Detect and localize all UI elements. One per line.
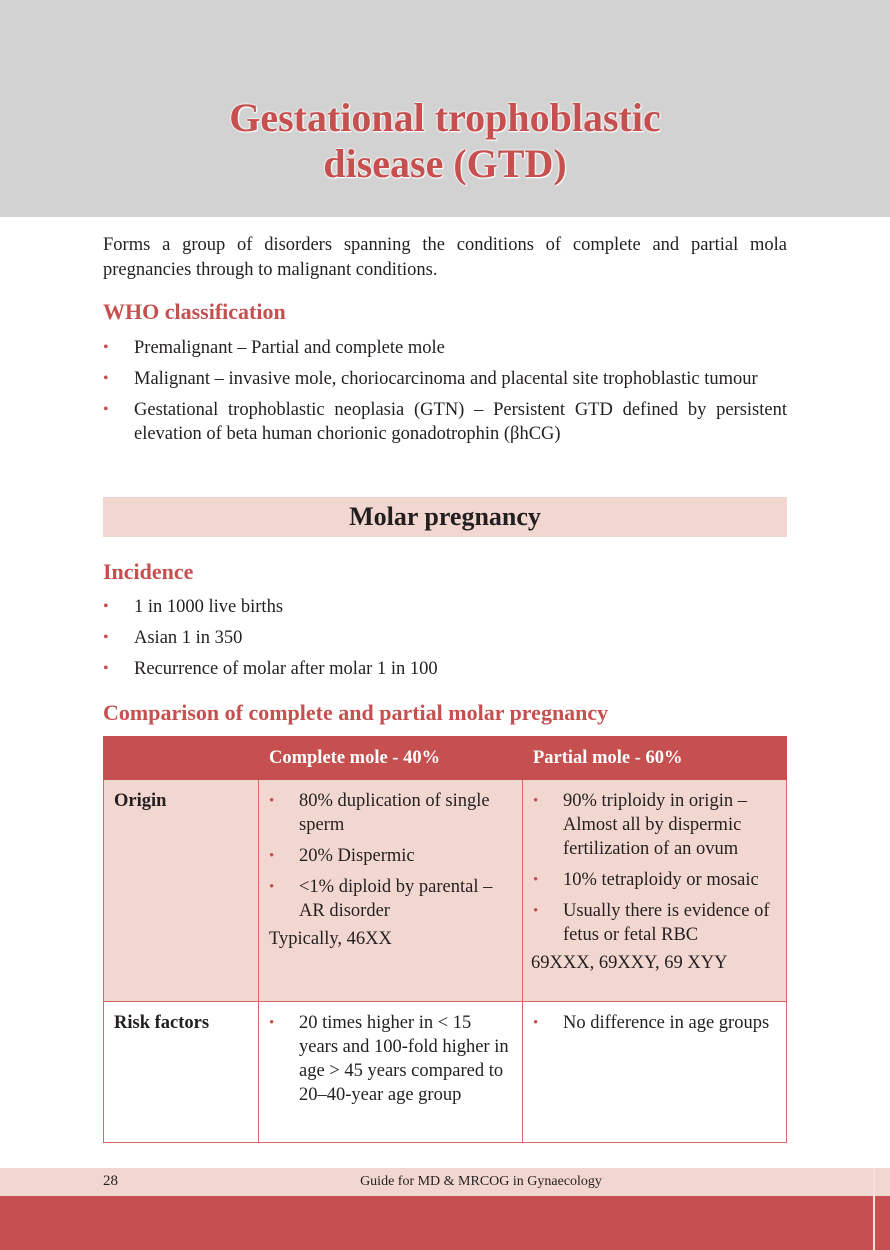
- chapter-title-line2: disease (GTD): [323, 141, 567, 186]
- incidence-list-container: [103, 595, 787, 688]
- who-list: [103, 336, 787, 446]
- chapter-title-line1: Gestational trophoblastic: [229, 95, 661, 140]
- complete-mole-cell: [259, 1002, 523, 1143]
- partial-mole-cell: [523, 1002, 787, 1143]
- who-list-container: [103, 336, 787, 453]
- list-item: • 20 times higher in < 15 years and 100-fold higher in age > 45 years compared to 20–40-year age group: [269, 1013, 509, 1105]
- bullet-icon: •: [269, 1015, 275, 1031]
- comparison-table: [103, 736, 787, 1143]
- list-item: • Malignant – invasive mole, choriocarcinoma and placental site trophoblastic tumour: [103, 369, 758, 389]
- bullet-icon: •: [533, 793, 539, 809]
- section-heading-molar-pregnancy: Molar pregnancy: [103, 497, 787, 537]
- incidence-heading: Incidence: [103, 559, 194, 584]
- list-item: • Recurrence of molar after molar 1 in 100: [103, 659, 438, 679]
- table-header-row: [104, 737, 787, 780]
- incidence-list: [103, 595, 787, 681]
- row-label: Origin: [104, 780, 259, 1002]
- row-label: Risk factors: [104, 1002, 259, 1143]
- page-number: 28: [103, 1173, 118, 1189]
- table-row-origin: [104, 780, 787, 1002]
- footer-decoration: [0, 1196, 890, 1250]
- cell-list: [533, 789, 776, 947]
- bullet-icon: •: [269, 848, 275, 864]
- cell-list: [269, 789, 512, 923]
- intro-paragraph: Forms a group of disorders spanning the conditions of complete and partial mola pregnancies through to malignant conditions.: [103, 235, 787, 280]
- chapter-title: [0, 95, 890, 187]
- karyotype-note: 69XXX, 69XXY, 69 XYY: [531, 953, 728, 973]
- who-heading: WHO classification: [103, 299, 286, 324]
- column-header-partial-mole: Partial mole - 60%: [523, 737, 787, 780]
- list-item: • Asian 1 in 350: [103, 628, 243, 648]
- list-item: • 10% tetraploidy or mosaic: [533, 870, 759, 890]
- list-item: • Premalignant – Partial and complete mole: [103, 338, 445, 358]
- bullet-icon: •: [533, 872, 539, 888]
- complete-mole-cell: [259, 780, 523, 1002]
- list-item: • Gestational trophoblastic neoplasia (GTN) – Persistent GTD defined by persistent elevation of beta human chorionic gonadotrophin (βhCG): [103, 400, 787, 444]
- list-item: • No difference in age groups: [533, 1013, 770, 1033]
- bullet-icon: •: [103, 598, 109, 615]
- karyotype-note: Typically, 46XX: [269, 929, 392, 949]
- list-item: • Usually there is evidence of fetus or fetal RBC: [533, 901, 770, 945]
- list-item: • 1 in 1000 live births: [103, 597, 284, 617]
- partial-mole-cell: [523, 780, 787, 1002]
- list-item: • 20% Dispermic: [269, 846, 415, 866]
- bullet-icon: •: [533, 1015, 539, 1031]
- bullet-icon: •: [103, 629, 109, 646]
- cell-list: [533, 1011, 776, 1035]
- table-row-risk-factors: [104, 1002, 787, 1143]
- bullet-icon: •: [269, 793, 275, 809]
- bullet-icon: •: [103, 339, 109, 356]
- cell-list: [269, 1011, 512, 1107]
- bullet-icon: •: [269, 879, 275, 895]
- bullet-icon: •: [103, 370, 109, 387]
- bullet-icon: •: [103, 660, 109, 677]
- comparison-heading: Comparison of complete and partial molar pregnancy: [103, 700, 609, 725]
- running-footer-title: Guide for MD & MRCOG in Gynaecology: [360, 1174, 602, 1189]
- bullet-icon: •: [533, 903, 539, 919]
- bullet-icon: •: [103, 401, 109, 418]
- list-item: • 80% duplication of single sperm: [269, 791, 490, 835]
- list-item: • <1% diploid by parental – AR disorder: [269, 877, 493, 921]
- list-item: • 90% triploidy in origin – Almost all by dispermic fertilization of an ovum: [533, 791, 747, 859]
- column-header-empty: [104, 737, 259, 780]
- column-header-complete-mole: Complete mole - 40%: [259, 737, 523, 780]
